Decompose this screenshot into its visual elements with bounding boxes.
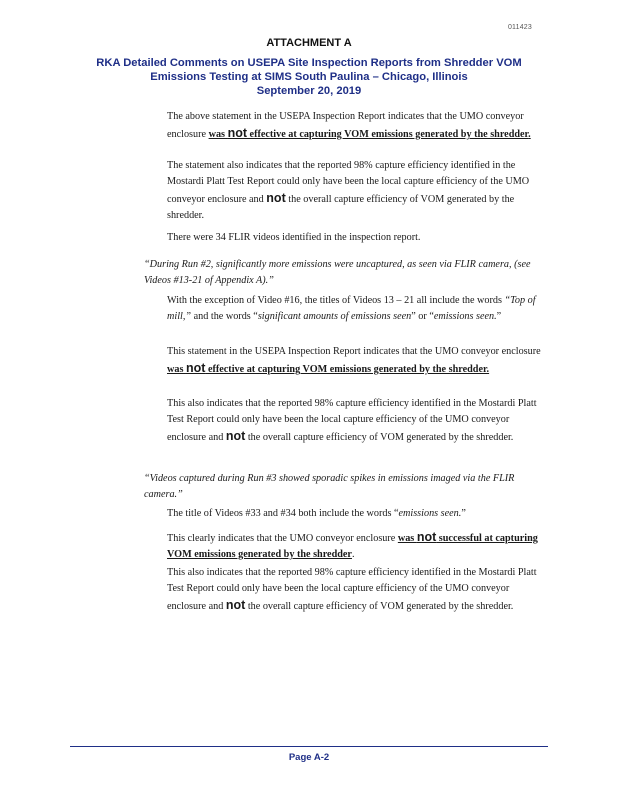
quote-run-2: “During Run #2, significantly more emissions were uncaptured, as seen via FLIR camera, (see Videos #13-21 of Appendix A).” [144,259,531,286]
attachment-label: ATTACHMENT A [266,37,352,49]
document-title-line-1: RKA Detailed Comments on USEPA Site Inspection Reports from Shredder VOM [96,57,522,69]
paragraph-9: This also indicates that the reported 98% capture efficiency identified in the Mostardi Platt Test Report could only have been the local capture efficiency of the UMO conveyor enclosure and not the overall capture efficiency of VOM generated by the shredder. [167,567,537,612]
footer-rule [70,746,548,747]
document-date: September 20, 2019 [256,85,362,97]
page-number: Page A-2 [288,752,330,763]
document-title-line-2: Emissions Testing at SIMS South Paulina – Chicago, Illinois [150,71,468,83]
document-number: 011423 [507,24,532,31]
paragraph-7: The title of Videos #33 and #34 both include the words “emissions seen.” [167,508,466,519]
paragraph-1: The above statement in the USEPA Inspection Report indicates that the UMO conveyor enclosure was not effective at capturing VOM emissions generated by the shredder. [167,111,531,140]
paragraph-8: This clearly indicates that the UMO conveyor enclosure was not successful at capturing VOM emissions generated by the shredder. [167,530,538,560]
paragraph-3: There were 34 FLIR videos identified in the inspection report. [167,232,421,243]
paragraph-5: This statement in the USEPA Inspection Report indicates that the UMO conveyor enclosure was not effective at capturing VOM emissions generated by the shredder. [167,346,541,375]
paragraph-6: This also indicates that the reported 98% capture efficiency identified in the Mostardi Platt Test Report could only have been the local capture efficiency of the UMO conveyor enclosure and not the overall capture efficiency of VOM generated by the shredder. [167,398,537,443]
paragraph-4: With the exception of Video #16, the titles of Videos 13 – 21 all include the words “Top of mill,” and the words “significant amounts of emissions seen” or “emissions seen.” [167,295,536,322]
quote-run-3: “Videos captured during Run #3 showed sporadic spikes in emissions imaged via the FLIR camera.” [144,473,515,500]
paragraph-2: The statement also indicates that the reported 98% capture efficiency identified in the Mostardi Platt Test Report could only have been the local capture efficiency of the UMO conveyor enclosure and not the overall capture efficiency of VOM generated by the shredder. [167,160,530,221]
